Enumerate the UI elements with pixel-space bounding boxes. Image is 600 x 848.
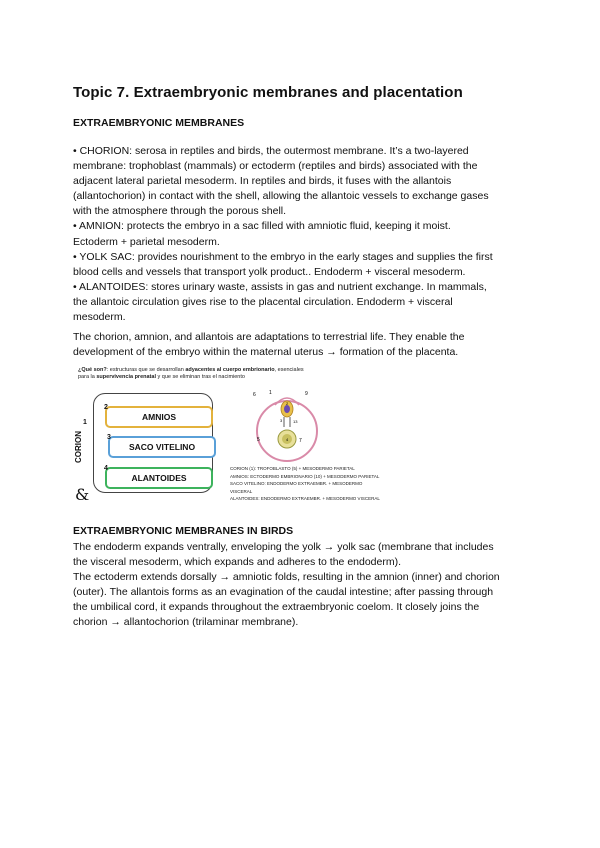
text-line: (outer). The allantois forms as an evagination of the caudal intestine; after passing through xyxy=(73,586,494,599)
text-line: Ectoderm + parietal mesoderm. xyxy=(73,235,220,248)
box-label: ALANTOIDES xyxy=(131,473,187,483)
text-line: mesoderm. xyxy=(73,311,126,324)
box-number: 4 xyxy=(104,465,108,472)
text-line: chorion → allantochorion (trilaminar membrane). xyxy=(73,616,299,629)
embryo-number: 4 xyxy=(286,437,289,442)
embryo-number: 3 xyxy=(280,418,283,423)
embryo-number: 2 xyxy=(286,401,289,406)
page-title: Topic 7. Extraembryonic membranes and placentation xyxy=(73,84,463,101)
box-label: AMNIOS xyxy=(142,412,176,422)
figure-caption: ¿Qué son?: estructuras que se desarrollan adyacentes al cuerpo embrionario, esenciales para la supervivencia prenatal y que se eliminan tras el nacimiento xyxy=(78,367,304,380)
text-line: The endoderm expands ventrally, enveloping the yolk → yolk sac (membrane that includes xyxy=(73,541,494,553)
figure-legend xyxy=(230,465,380,503)
legend-line: CORION (1): TROFOBLASTO (5) + MESODERMO PARIETAL xyxy=(230,466,355,471)
chorion-label: CORION xyxy=(74,431,83,463)
legend-line: AMNIOS: ECTODERMO EMBRIONARIO (10) + MESODERMO PARIETAL xyxy=(230,473,380,479)
embryo-number: 13 xyxy=(293,419,298,424)
text-line: • ALANTOIDES: stores urinary waste, assists in gas and nutrient exchange. In mammals, xyxy=(73,280,487,293)
box-number: 3 xyxy=(107,434,111,441)
alantoides-box xyxy=(105,467,213,489)
embryo-number: 1 xyxy=(269,390,272,396)
amniotic-cavity xyxy=(284,405,290,413)
embryo-number: 6 xyxy=(253,392,256,398)
text-line: development of the embryo within the maternal uterus → formation of the placenta. xyxy=(73,346,459,359)
section-heading-birds: EXTRAEMBRYONIC MEMBRANES IN BIRDS xyxy=(73,525,294,537)
text-line: the umbilical cord, it expands throughout the extraembryonic coelom. It closely joins the xyxy=(73,601,480,614)
text-line: The ectoderm extends dorsally → amniotic folds, resulting in the amnion (inner) and chorion xyxy=(73,571,500,584)
membranes-figure xyxy=(60,367,380,507)
text-line: membrane: trophoblast (mammals) or ectoderm (reptiles and birds) associated with the xyxy=(73,160,478,173)
text-line: adjacent lateral parietal mesoderm. In reptiles and birds, it fuses with the allantois xyxy=(73,175,452,188)
embryo-number: 5 xyxy=(257,437,260,443)
yolk-stalk xyxy=(284,417,290,427)
text-line: blood cells and vessels that transport yolk product.. Endoderm + visceral mesoderm. xyxy=(73,265,466,278)
text-line: The chorion, amnion, and allantois are adaptations to terrestrial life. They enable the xyxy=(73,331,465,343)
text-line: the visceral mesoderm, which expands and adheres to the endoderm). xyxy=(73,556,402,569)
text-line: • CHORION: serosa in reptiles and birds, the outermost membrane. It’s a two-layered xyxy=(73,145,469,157)
embryo-number: 7 xyxy=(299,438,302,444)
box-number: 2 xyxy=(104,404,108,411)
text-line: with the atmosphere through the porous shell. xyxy=(73,205,287,218)
amnios-box xyxy=(105,406,213,428)
section-heading-extraembryonic: EXTRAEMBRYONIC MEMBRANES xyxy=(73,117,245,129)
text-line: • AMNION: protects the embryo in a sac filled with amniotic fluid, keeping it moist. xyxy=(73,220,451,233)
saco-vitelino-box xyxy=(108,436,216,458)
embryo-number: 9 xyxy=(305,391,308,397)
summary-paragraph xyxy=(73,330,533,360)
text-line: the allantoic circulation gives rise to the placental circulation. Endoderm + visceral xyxy=(73,295,453,308)
legend-line: SACO VITELINO: ENDODERMO EXTRAEMBR. + MESODERMO VISCERAL xyxy=(230,481,363,494)
box-label: SACO VITELINO xyxy=(128,442,196,452)
text-line: (allantochorion) in contact with the shell, allowing the allantoic vessels to exchange gases xyxy=(73,190,489,203)
chorion-number: 1 xyxy=(83,419,87,426)
text-line: • YOLK SAC: provides nourishment to the embryo in the early stages and supplies the first xyxy=(73,250,493,263)
embryo-diagram xyxy=(245,387,325,465)
ampersand-mark: & xyxy=(75,485,90,504)
legend-line: ALANTOIDES: ENDODERMO EXTRAEMBR. + MESODERMO VISCERAL xyxy=(230,496,380,501)
section2-body xyxy=(73,540,533,631)
section1-body xyxy=(73,144,533,325)
